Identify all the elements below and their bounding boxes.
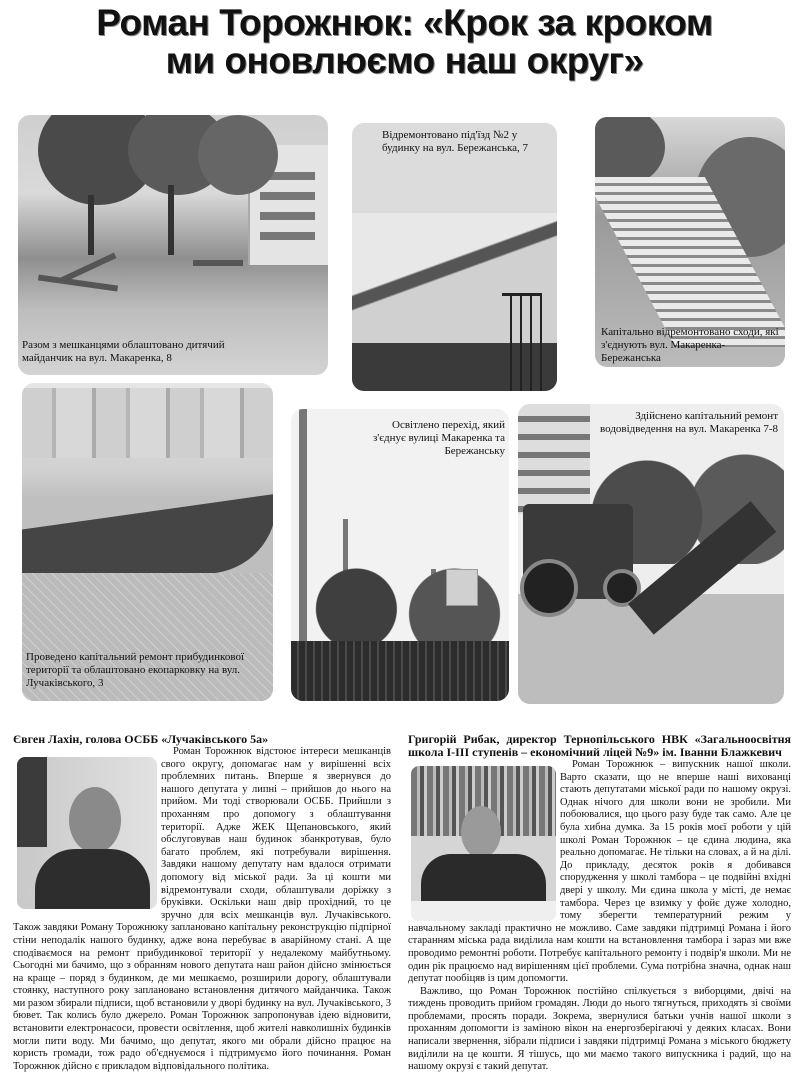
desk [411,901,556,921]
left-article-text: Роман Торожнюк відстоює інтереси мешканців свого округу, допомагає нам у вирішенні всіх проблемних питань. Вперше я звернувся до нашого депутата у липні – прийшов до нього на прийом. Ми тоді створювали ОСББ. Прийшли з проханням про допомогу з облаштування території. Адже ЖЕК Щепановського, який обслуговував наш будинок збанкротував, було багато проблем, які потребували вирішення. Завдяки нашому депутату нам вдалося отримати допомогу від міської ради. За ці кошти ми відремонтували сходи, облаштували доріжку з бруківки. Оскільки наш двір прохідний, то це зручно для всіх мешканців вул. Лучаківського. Також завдяки Роману Торожнюку заплановано капітальну реконструкцію підпірної стіни неподалік нашого будинку, адже вона перебуває в аварійному стані. А ще сподіваємося на ремонт прибудинкової території у недалекому майбутньому. Сьогодні ми бачимо, що з обранням нового депутата наш район дійсно змінюється на краще – поряд з будинком, де ми мешкаємо, розширили дорогу, облаштували стоянку, наступного року заплановано встановлення дитячого майданчика. Також ми разом збирали підписи, щоб встановили у дворі будинку на вул. Лучаківського, 3 бювет. Так колись було джерело. Роман Торожнюк запропонував ідею відновити, встановити електронасоси, провести освітлення, щоб жителі навколишніх будинків могли пити воду. Ми бачимо, що депутат, якого ми обрали дійсно працює на користь громади, тож радо об'єднуємося і підтримуємо його починання. Роман Торожнюк дійсно є прикладом відповідального політика. [13,746,391,1072]
headline [0,4,809,80]
right-article-text: Роман Торожнюк – випускник нашої школи. Варто сказати, що не вперше наші вихованці стають депутатами міської ради по нашому окрузі. Однак нічого для школи вони не зробили. Ми побоювалися, що цього разу буде так само. Але це була хибна думка. За 15 років моєї роботи у цій школі Роман Торожнюк – це єдина людина, яка реально допомагає. Не тільки на словах, а й на ділі. До прикладу, десяток років я добивався спорудження у школі тамбора – це подвійні вхідні двері у школу. Ми єдина школа у місті, де немає тамбора. Через це взимку у фойє дуже холодно, тому зберегти температурний режим у навчальному закладі практично не можливо. Саме завдяки підтримці Романа і його старанням міська рада виділила нам кошти на встановлення тамбора і зараз ми вже проводимо ремонтні роботи. Потребує капітального ремонту і подвір'я школи. Ми не один рік працюємо над вирішенням цієї проблеми. Сума потрібна значна, однак наш депутат пообіцяв із цим допомогти. [408,759,791,985]
headline-line-2: ми оновлюємо наш округ» [165,40,644,81]
photo-caption: Капітально відремонтовано сходи, які з'єднують вул. Макаренка-Бережанська [601,326,779,364]
right-article-text-2: Важливо, що Роман Торожнюк постійно спілкується з виборцями, двічі на тиждень проводить прийом громадян. Люди до нього тягнуться, приходять зі своїми проблемами, просять поради. Зокрема, звернулися батьки учнів нашої школи з проханням допомогти із заміною вікон на енергозберігаючі у деяких класах. Вони написали звернення, зібрали підписи і завдяки підтримці Романа з міського бюджету виділили на це кошти. Я тішусь, що ми маємо такого випускника і радий, що на нашому окрузі є такий депутат. [408,985,791,1073]
portrait-lakhin [17,757,157,909]
photo-stairwell [352,123,557,391]
photo-caption: Разом з мешканцями облаштовано дитячий майданчик на вул. Макаренка, 8 [22,339,225,364]
building [446,569,478,606]
tree-trunk [88,195,94,255]
tree-trunk [168,185,174,255]
body [35,849,150,909]
window [17,757,47,847]
photo-caption: Проведено капітальний ремонт прибудинкової території та облаштовано екопарковку на вул. Лучаківського, 3 [26,651,244,689]
fence [291,641,509,701]
bench [38,274,118,291]
tree [198,115,278,195]
building [518,404,590,514]
photo-drainage-repair [518,404,784,704]
photo-caption: Освітлено перехід, який з'єднує вулиці Макаренка та Бережанську [372,419,505,457]
photo-street-lights [291,409,509,701]
head [69,787,121,853]
right-article-heading: Григорій Рибак, директор Тернопільського НВК «Загальноосвітня школа І-ІІІ ступенів – економічний ліцей №9» ім. Іванни Блажкевич [408,732,791,759]
head [461,806,501,858]
photo-parking [22,383,273,701]
photo-caption: Здійснено капітальний ремонт водовідведення на вул. Макаренка 7-8 [600,410,778,435]
photo-playground [18,115,328,375]
portrait-rybak [411,766,556,921]
headline-line-1: Роман Торожнюк: «Крок за кроком [96,2,713,43]
tractor-wheel [520,559,578,617]
stair-railing [502,293,542,391]
photo-stairs [595,117,785,367]
buildings [22,388,273,458]
left-article-heading: Євген Лахін, голова ОСББ «Лучаківського 5а» [13,732,269,746]
photo-caption: Відремонтовано під'їзд №2 у будинку на вул. Бережанська, 7 [382,129,529,154]
bench [193,260,243,266]
slide [60,253,117,284]
